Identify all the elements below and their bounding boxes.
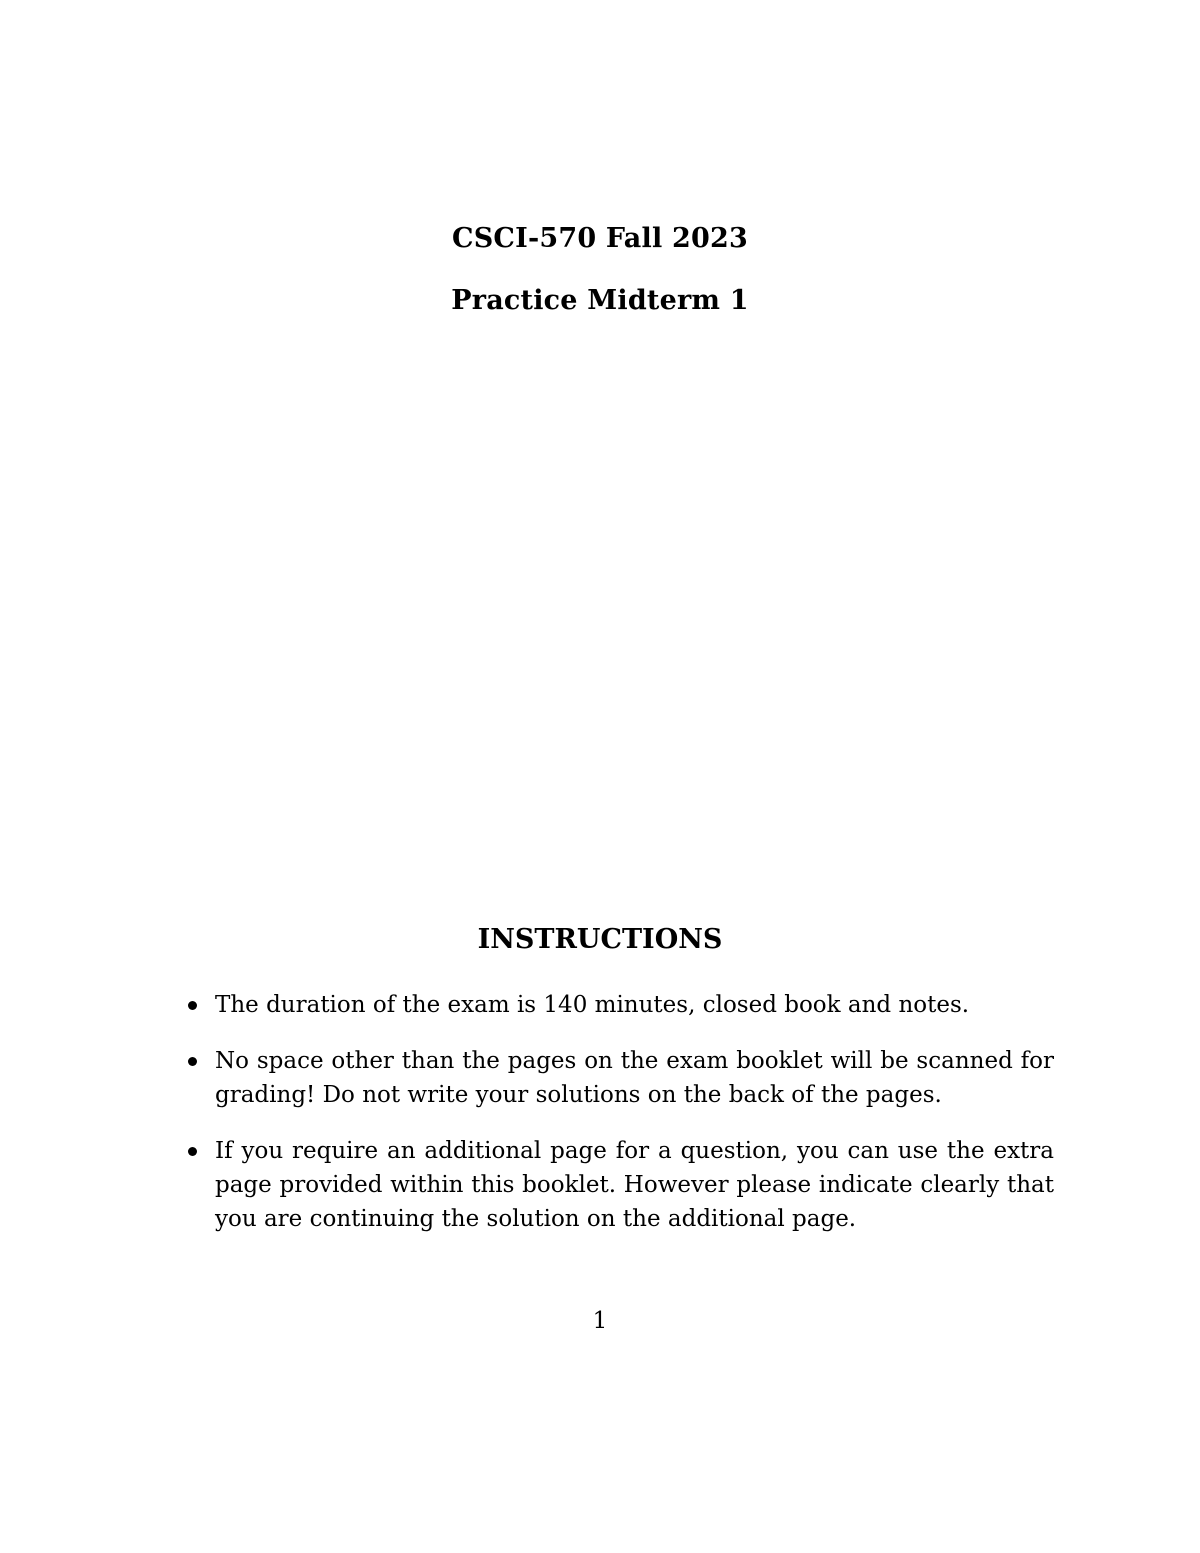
bullet-icon [188,1057,197,1066]
bullet-icon [188,1001,197,1010]
bullet-icon [188,1147,197,1156]
instruction-item [186,988,1054,1022]
instruction-text: No space other than the pages on the exam booklet will be scanned for grading! Do not write your solutions on the back of the pages. [215,1048,1054,1108]
course-title: CSCI-570 Fall 2023 [452,223,748,254]
instruction-text: The duration of the exam is 140 minutes, closed book and notes. [215,992,970,1018]
instructions-list [186,988,1054,1236]
page-number: 1 [592,1308,608,1334]
instructions-heading: INSTRUCTIONS [477,924,723,955]
instruction-item [186,1134,1054,1236]
instruction-item [186,1044,1054,1112]
exam-title: Practice Midterm 1 [451,285,749,316]
instruction-text: If you require an additional page for a question, you can use the extra page provided within this booklet. However please indicate clearly that you are continuing the solution on the additional page. [215,1138,1054,1232]
